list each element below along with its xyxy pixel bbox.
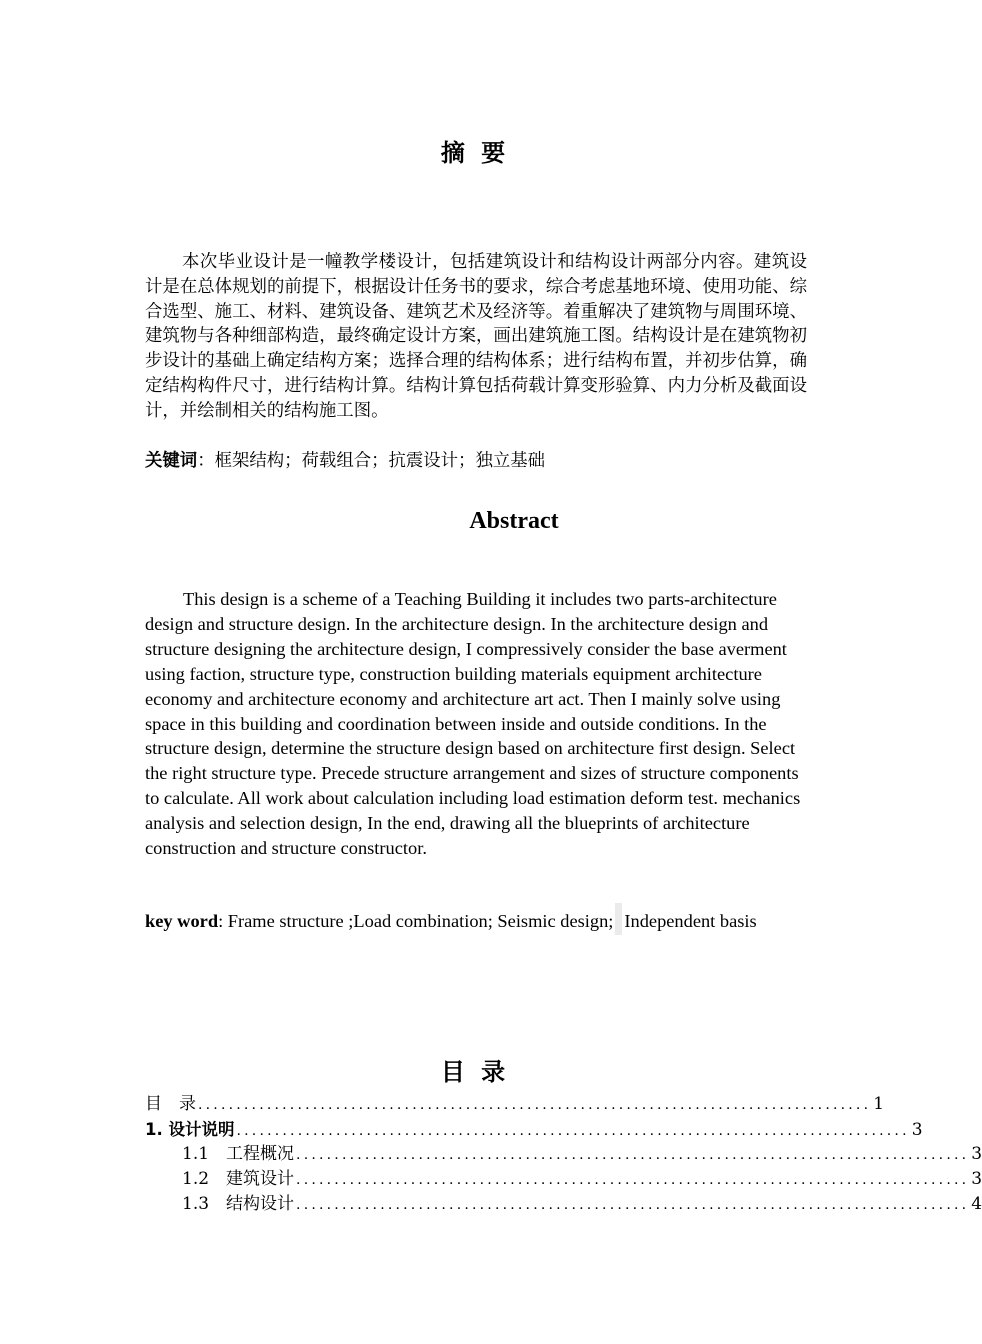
keywords-cn: [145, 449, 807, 473]
toc-entry[interactable]: [145, 1117, 923, 1142]
keywords-cn-label: 关键词: [145, 451, 198, 471]
toc-leader: ........................................................................................: [236, 1123, 910, 1139]
toc-entry[interactable]: [182, 1167, 982, 1192]
toc-entry[interactable]: [145, 1092, 885, 1117]
toc-entry-page: 4: [971, 1194, 982, 1214]
toc-entry-title: 1. 设计说明: [145, 1120, 235, 1139]
toc-entry-title: 1.2 建筑设计: [182, 1169, 295, 1189]
abstract-cn-body: 本次毕业设计是一幢教学楼设计，包括建筑设计和结构设计两部分内容。建筑设计是在总体规划的前提下，根据设计任务书的要求，综合考虑基地环境、使用功能、综合选型、施工、材料、建筑设备、建筑艺术及经济等。着重解决了建筑物与周围环境、建筑物与各种细部构造，最终确定设计方案，画出建筑施工图。结构设计是在建筑物初步设计的基础上确定结构方案；选择合理的结构体系；进行结构布置，并初步估算，确定结构构件尺寸，进行结构计算。结构计算包括荷载计算变形验算、内力分析及截面设计，并绘制相关的结构施工图。: [145, 252, 807, 421]
toc-entry[interactable]: [182, 1142, 982, 1167]
keywords-en-list-end: Independent basis: [624, 911, 757, 931]
toc-entry[interactable]: [182, 1192, 982, 1217]
toc-leader: ........................................................................................: [296, 1172, 970, 1188]
toc-leader: ........................................................................................: [296, 1147, 970, 1163]
abstract-en-title: Abstract: [469, 508, 559, 534]
abstract-en-body: This design is a scheme of a Teaching Building it includes two parts-architecture design and structure design. In the architecture design. In the architecture design and structure designing the architecture design, I compressively consider the base averment using faction, structure type, construction building materials equipment architecture economy and architecture economy and architecture art act. Then I mainly solve using space in this building and coordination between inside and outside conditions. In the structure design, determine the structure design based on architecture first design. Select the right structure type. Precede structure arrangement and sizes of structure components to calculate. All work about calculation including load estimation deform test. mechanics analysis and selection design, In the end, drawing all the blueprints of architecture construction and structure constructor.: [145, 589, 801, 859]
toc-leader: ........................................................................................: [296, 1197, 970, 1213]
toc-leader: ........................................................................................: [198, 1097, 872, 1113]
toc-title: 目 录: [440, 1058, 510, 1086]
text-cursor-mark: [615, 903, 622, 935]
keywords-en-label: key word: [145, 911, 219, 931]
toc-entry-page: 3: [971, 1144, 982, 1164]
toc-entry-page: 3: [971, 1169, 982, 1189]
toc-entry-page: 3: [911, 1120, 923, 1140]
toc-entry-title: 目 录: [145, 1094, 196, 1114]
keywords-cn-list: ：框架结构；荷载组合；抗震设计；独立基础: [197, 451, 546, 471]
abstract-cn-title: 摘 要: [440, 139, 510, 167]
keywords-en-list: : Frame structure ;Load combination; Seismic design;: [218, 911, 614, 931]
keywords-en: [145, 903, 845, 935]
toc-entry-title: 1.3 结构设计: [182, 1194, 295, 1214]
toc-entry-page: 1: [873, 1094, 885, 1114]
toc-entry-title: 1.1 工程概况: [182, 1144, 295, 1164]
